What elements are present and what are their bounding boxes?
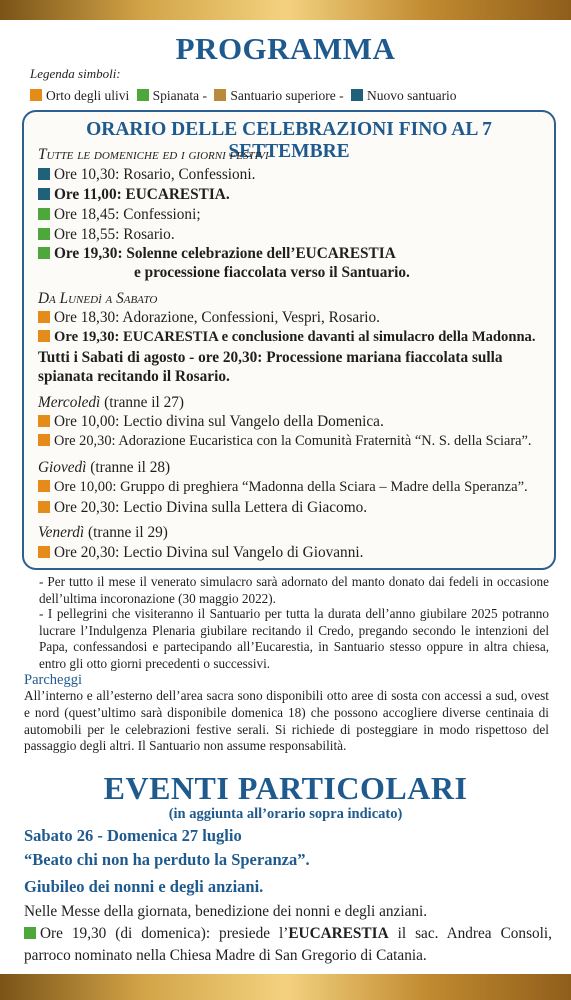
schedule-title: ORARIO DELLE CELEBRAZIONI FINO AL 7 SETTEMBRE — [86, 119, 492, 162]
schedule-line: Ore 11,00: EUCARESTIA. — [38, 186, 230, 204]
teal-square-icon — [38, 168, 50, 180]
schedule-line: Ore 18,30: Adorazione, Confessioni, Vespri, Rosario. — [38, 309, 380, 327]
schedule-box — [22, 110, 556, 570]
orange-square-icon — [30, 89, 42, 101]
orange-square-icon — [38, 480, 50, 492]
green-square-icon — [24, 927, 36, 939]
page-title: PROGRAMMA — [175, 31, 396, 66]
bottom-gold-border — [0, 974, 571, 1000]
thursday-heading: Giovedì (tranne il 28) — [38, 459, 171, 476]
legend-item-nuovo-santuario: Nuovo santuario — [366, 88, 457, 103]
schedule-line: Ore 18,55: Rosario. — [38, 226, 175, 244]
weekdays-heading: Da Lunedì a Sabato — [38, 290, 158, 307]
schedule-line: Ore 20,30: Adorazione Eucaristica con la Comunità Fraternità “N. S. della Sciara”. — [38, 433, 532, 450]
parking-body: All’interno e all’esterno dell’area sacra sono disponibili otto aree di sosta con accessi a sud, ovest e nord (quest’ultimo sarà disponibile domenica 18) che possono accogliere diverse centinaia di automobili per le celebrazioni festive serali. Si richiede di posteggiare in modo rispettoso del passaggio degli altri. Il Santuario non assume responsabilità. — [24, 688, 549, 754]
legend — [30, 88, 457, 104]
parking-title: Parcheggi — [24, 672, 82, 688]
event-date: Sabato 26 - Domenica 27 luglio — [24, 826, 242, 845]
green-square-icon — [38, 208, 50, 220]
events-subtitle: (in aggiunta all’orario sopra indicato) — [168, 806, 403, 822]
legend-title: Legenda simboli: — [30, 66, 121, 81]
schedule-line: Ore 18,45: Confessioni; — [38, 206, 201, 224]
legend-item-spianata: Spianata - — [152, 88, 207, 103]
green-square-icon — [137, 89, 149, 101]
green-square-icon — [38, 247, 50, 259]
events-title: EVENTI PARTICOLARI — [103, 770, 468, 806]
schedule-line: Ore 20,30: Lectio Divina sulla Lettera di Giacomo. — [38, 499, 367, 517]
schedule-line: e processione fiaccolata verso il Santuario. — [134, 264, 410, 281]
orange-square-icon — [38, 501, 50, 513]
orange-square-icon — [38, 415, 50, 427]
teal-square-icon — [38, 188, 50, 200]
event-detail: Ore 19,30 (di domenica): presiede l’EUCARESTIA il sac. Andrea Consoli, parroco nominato nella Chiesa Madre di San Gregorio di Catania. — [24, 925, 552, 964]
event-quote: “Beato chi non ha perduto la Speranza”. — [24, 850, 310, 869]
note-mantle: - Per tutto il mese il venerato simulacro sarà adornato del manto donato dai fedeli in occasione dell’ultima incoronazione (30 maggio 2022). — [39, 574, 549, 606]
schedule-line: Ore 10,00: Gruppo di preghiera “Madonna della Sciara – Madre della Speranza”. — [38, 479, 528, 496]
event-name: Giubileo dei nonni e degli anziani. — [24, 877, 264, 896]
legend-item-orto: Orto degli ulivi — [46, 88, 130, 103]
schedule-line: Ore 19,30: EUCARESTIA e conclusione davanti al simulacro della Madonna. — [38, 329, 536, 346]
orange-square-icon — [38, 546, 50, 558]
orange-square-icon — [38, 311, 50, 323]
schedule-line: Ore 10,00: Lectio divina sul Vangelo della Domenica. — [38, 413, 384, 431]
note-indulgence: - I pellegrini che visiteranno il Santuario per tutta la durata dell’anno giubilare 2025 potranno lucrare l’Indulgenza Plenaria giubilare recitando il Credo, pregando secondo le intenzioni del Papa, confessandosi e partecipando all’Eucarestia, in Santuario stesso oppure in altra chiesa, entro gli otto giorni precedenti o successivi. — [39, 606, 549, 671]
green-square-icon — [38, 228, 50, 240]
schedule-line: Ore 20,30: Lectio Divina sul Vangelo di Giovanni. — [38, 544, 363, 562]
schedule-line: Ore 19,30: Solenne celebrazione dell’EUCARESTIA — [38, 245, 396, 263]
event-description: Nelle Messe della giornata, benedizione dei nonni e degli anziani. — [24, 903, 428, 920]
friday-heading: Venerdì (tranne il 29) — [38, 524, 168, 541]
orange-square-icon — [38, 330, 50, 342]
wednesday-heading: Mercoledì (tranne il 27) — [38, 394, 184, 411]
gold-square-icon — [214, 89, 226, 101]
top-gold-border — [0, 0, 571, 20]
august-note: Tutti i Sabati di agosto - ore 20,30: Processione mariana fiaccolata sulla — [38, 349, 503, 366]
sundays-heading: Tutte le domeniche ed i giorni festivi — [38, 146, 269, 163]
schedule-line: Ore 10,30: Rosario, Confessioni. — [38, 166, 255, 184]
legend-item-santuario-superiore: Santuario superiore - — [230, 88, 344, 103]
teal-square-icon — [351, 89, 363, 101]
orange-square-icon — [38, 434, 50, 446]
august-note: spianata recitando il Rosario. — [38, 368, 230, 385]
